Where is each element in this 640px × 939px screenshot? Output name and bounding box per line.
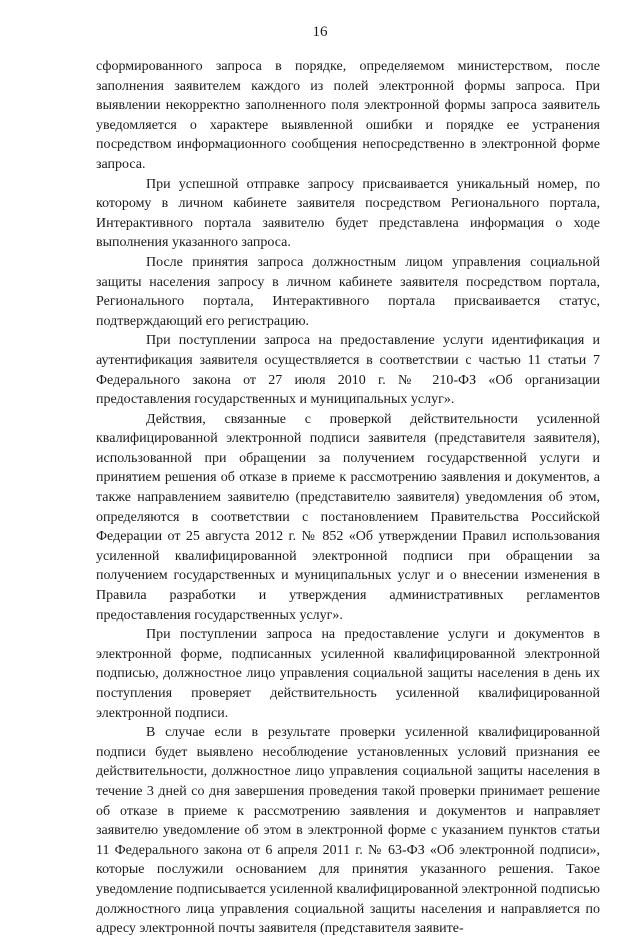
- paragraph-continuation: сформированного запроса в порядке, определяемом министерством, после заполнения заявителем каждого из полей электронной формы запроса. При выявлении некорректно заполненного поля электронной формы запроса заявитель уведомляется о характере выявленной ошибки и порядке ее устранения посредством информационного сообщения непосредственно в электронной форме запроса.: [96, 59, 600, 172]
- paragraph-signature-actions: Действия, связанные с проверкой действительности усиленной квалифицированной электронной подписи заявителя (представителя заявителя), использованной при обращении за получением государственной услуги и принятием решения об отказе в приеме к рассмотрению заявления и документов, а также направлением заявителю (представителю заявителя) уведомления об этом, определяются в соответствии с постановлением Правительства Российской Федерации от 25 августа 2012 г. № 852 «Об утверждении Правил использования усиленной квалифицированной электронной подписи при обращении за получением государственных и муниципальных услуг и о внесении изменения в Правила разработки и утверждения административных регламентов предоставления государственных услуг».: [96, 411, 600, 623]
- paragraph-refusal: В случае если в результате проверки усиленной квалифицированной подписи будет выявлено несоблюдение установленных условий признания ее действительности, должностное лицо управления социальной защиты населения в течение 3 дней со дня завершения проведения такой проверки принимает решение об отказе в приеме к рассмотрению заявления и документов и направляет заявителю уведомление об этом в электронной форме с указанием пунктов статьи 11 Федерального закона от 6 апреля 2011 г. № 63-ФЗ «Об электронной подписи», которые послужили основанием для принятия указанного решения. Такое уведомление подписывается усиленной квалифицированной электронной подписью должностного лица управления социальной защиты населения и направляется по адресу электронной почты заявителя (представителя заявите-: [96, 725, 600, 937]
- paragraph-identification: При поступлении запроса на предоставление услуги идентификация и аутентификация заявителя осуществляется в соответствии с частью 11 статьи 7 Федерального закона от 27 июля 2010 г. № 210-ФЗ «Об организации предоставления государственных и муниципальных услуг».: [96, 333, 600, 408]
- paragraph-signature-check: При поступлении запроса на предоставление услуги и документов в электронной форме, подписанных усиленной квалифицированной электронной подписью, должностное лицо управления социальной защиты населения в день их поступления проверяет действительность усиленной квалифицированной электронной подписи.: [96, 627, 600, 721]
- document-body: [96, 57, 600, 939]
- page-number: 16: [312, 24, 328, 40]
- paragraph-status: После принятия запроса должностным лицом управления социальной защиты населения запросу в личном кабинете заявителя посредством портала, Регионального портала, Интерактивного портала присваивается статус, подтверждающий его регистрацию.: [96, 254, 600, 329]
- paragraph-unique-number: При успешной отправке запросу присваивается уникальный номер, по которому в личном кабинете заявителя посредством Регионального портала, Интерактивного портала заявителю будет представлена информация о ходе выполнения указанного запроса.: [96, 176, 600, 251]
